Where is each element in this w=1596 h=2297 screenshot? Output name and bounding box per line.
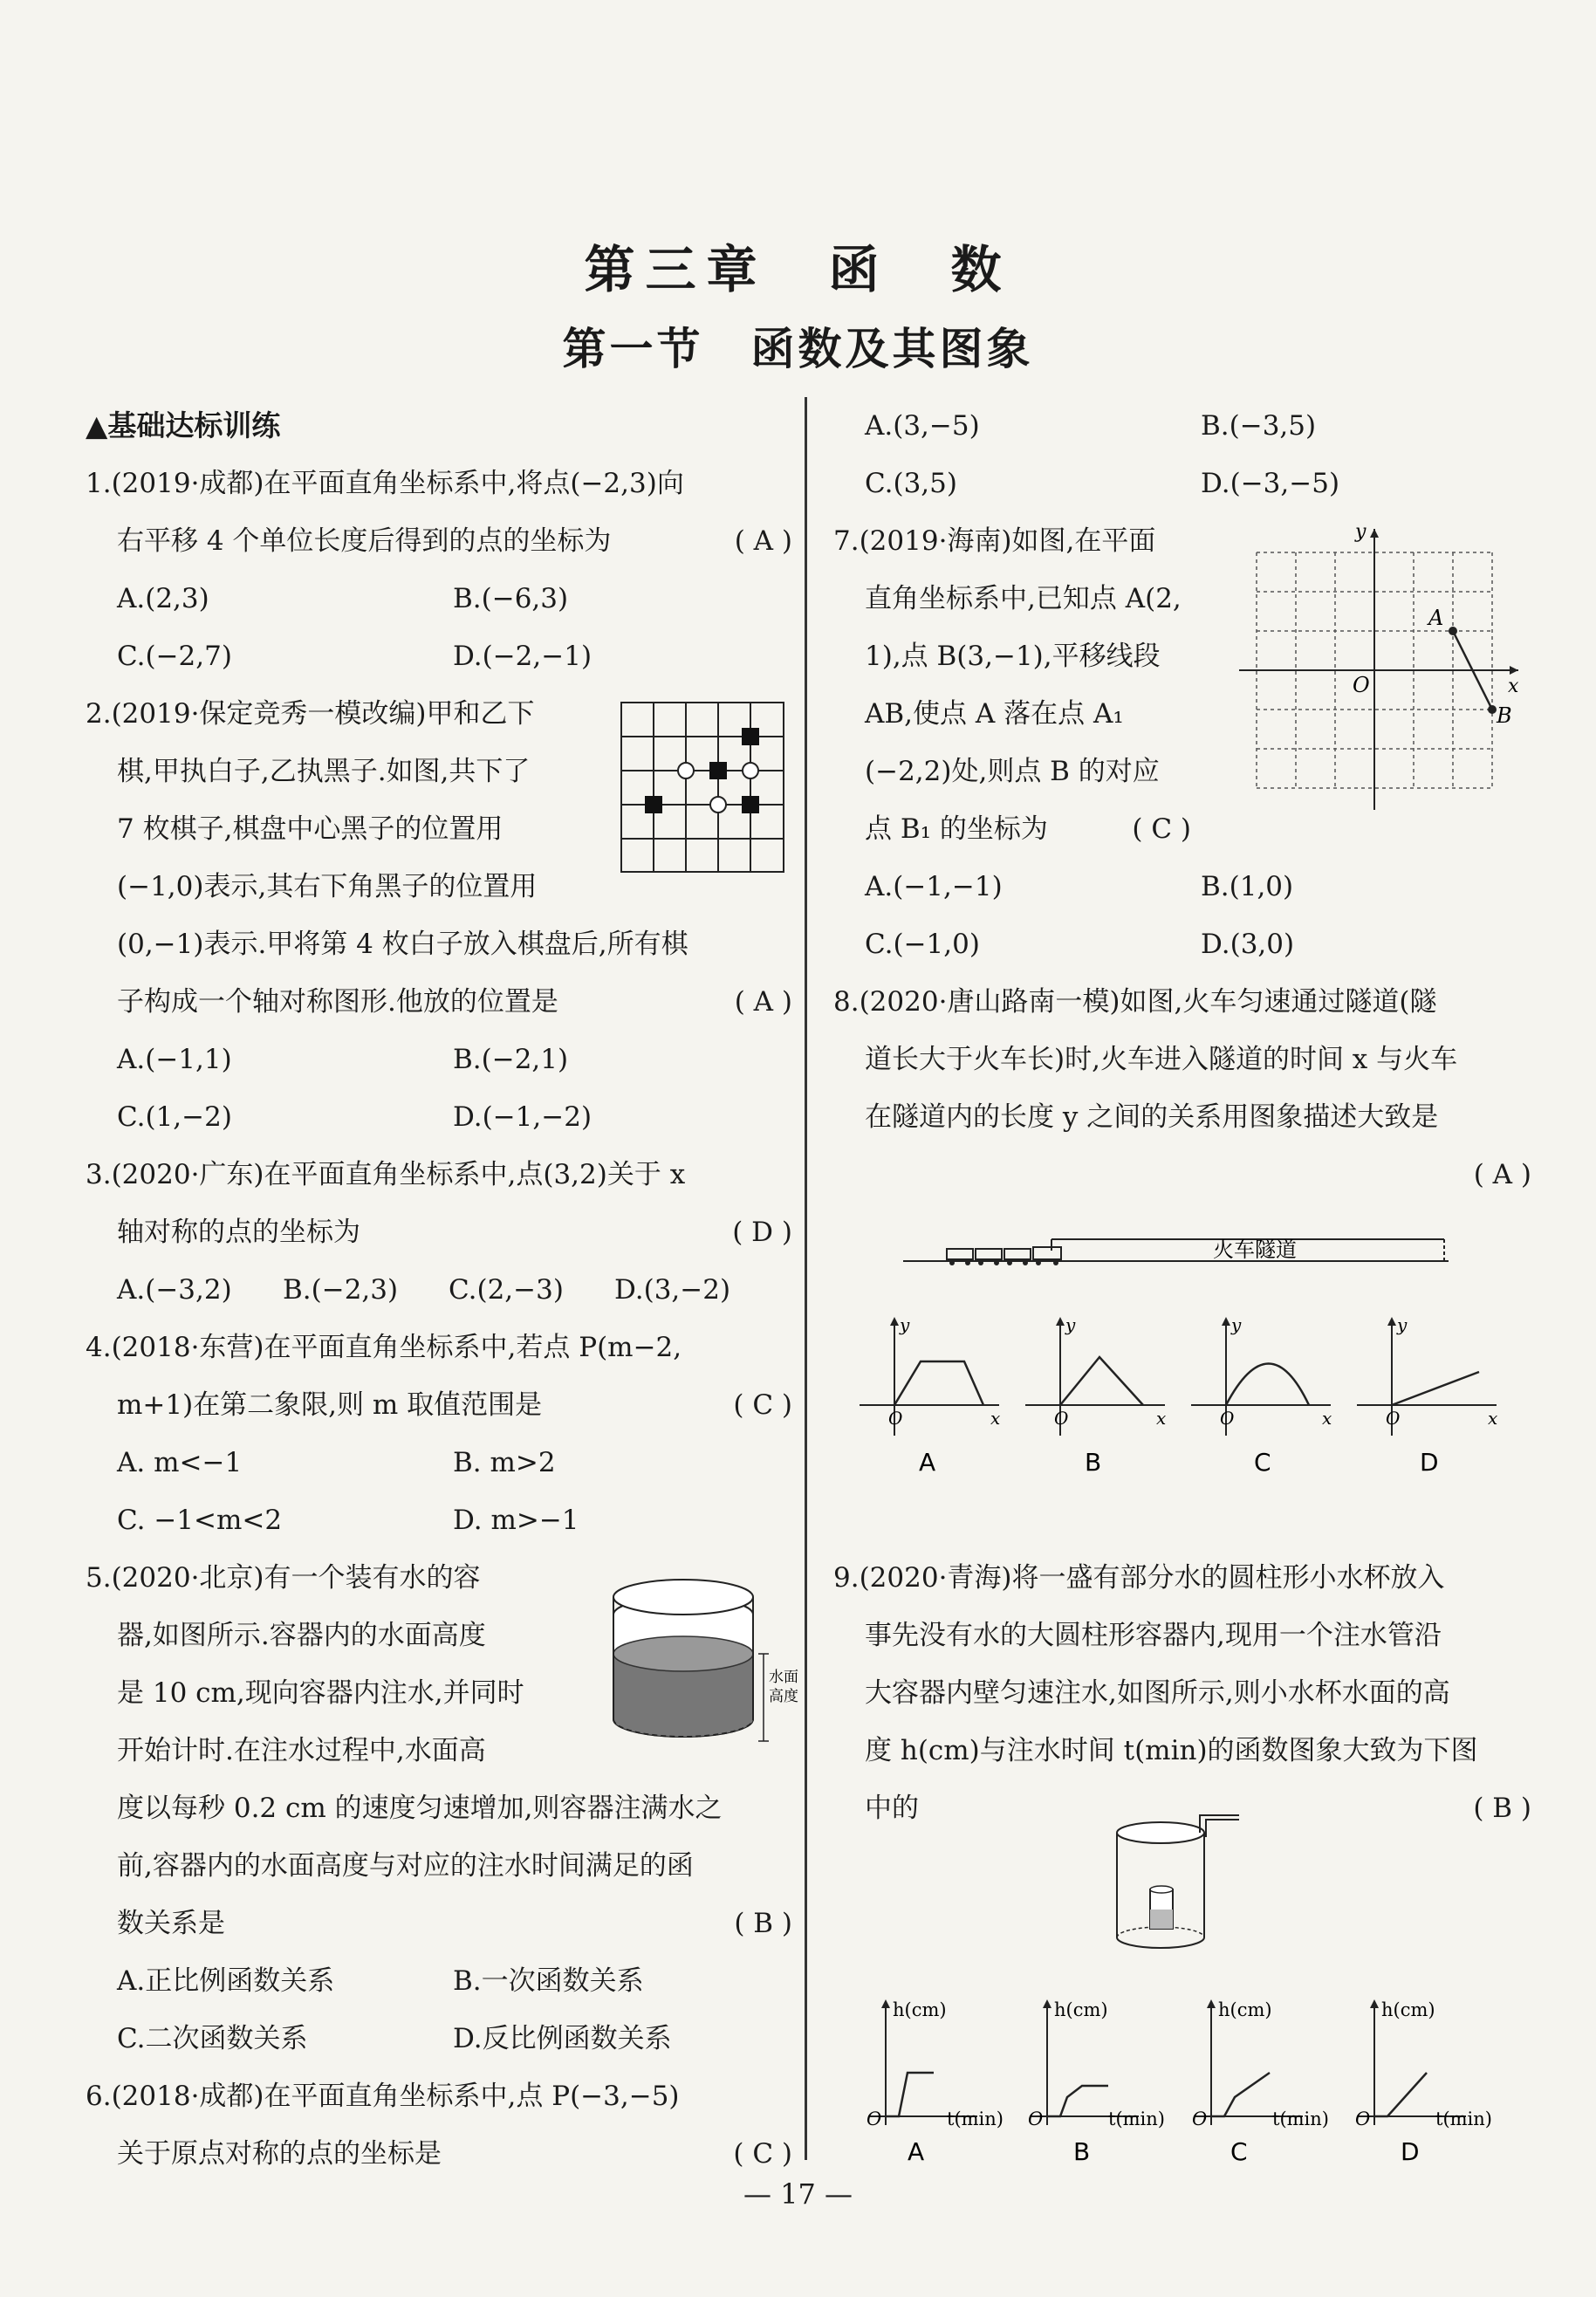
q7-line2: 直角坐标系中,已知点 A(2,	[865, 583, 1182, 614]
q9-graphs-figure	[851, 1985, 1514, 2164]
q7-options-row2	[833, 915, 1531, 973]
q7-option-c: C.(−1,0)	[865, 929, 980, 960]
q7-option-a: A.(−1,−1)	[865, 871, 1003, 902]
black-stone	[709, 762, 727, 779]
q8-line3: 在隧道内的长度 y 之间的关系用图象描述大致是	[865, 1101, 1439, 1133]
q2-line4: (−1,0)表示,其右下角黑子的位置用	[117, 871, 538, 902]
q1-option-a: A.(2,3)	[117, 583, 209, 614]
q5-option-b: B.一次函数关系	[453, 1965, 644, 1997]
graph-d-ylabel: y	[1397, 1314, 1408, 1335]
section-title: 第一节 函数及其图象	[562, 323, 1034, 374]
q8-graphs-figure	[851, 1313, 1514, 1479]
q7-text: 点 B₁ 的坐标为	[865, 813, 1048, 845]
water-container-figure	[606, 1567, 798, 1759]
q3-option-d: D.(3,−2)	[614, 1274, 731, 1306]
graph-a-curve	[894, 1361, 983, 1405]
column-divider	[805, 397, 807, 2160]
graph-b-curve	[1047, 2086, 1108, 2116]
q4-line2	[86, 1376, 792, 1434]
cup-container-figure	[1108, 1807, 1248, 1955]
graph-b-ylabel: y	[1065, 1314, 1076, 1335]
graph-c-curve	[1211, 2073, 1270, 2116]
q2-line6	[86, 973, 792, 1031]
graph-b-label: B	[1085, 1448, 1102, 1477]
q4-text: m+1)在第二象限,则 m 取值范围是	[117, 1389, 543, 1421]
q4-options-row2	[86, 1491, 792, 1549]
q4-option-c: C. −1<m<2	[117, 1505, 283, 1536]
coordinate-grid-figure	[1235, 522, 1527, 819]
q4-option-d: D. m>−1	[453, 1505, 579, 1536]
q6-options-row1	[833, 397, 1531, 455]
q9-answer: ( B )	[1473, 1793, 1531, 1824]
graph-b-xlabel: x	[1156, 1408, 1167, 1429]
q2-option-c: C.(1,−2)	[117, 1101, 232, 1133]
graph-d-xlabel: x	[1488, 1408, 1498, 1429]
q4-option-b: B. m>2	[453, 1447, 556, 1478]
q5-line2: 器,如图所示.容器内的水面高度	[117, 1620, 486, 1651]
graph-b-origin: O	[1028, 2108, 1044, 2129]
graph-c-label: C	[1254, 1448, 1271, 1477]
q6-option-a: A.(3,−5)	[865, 410, 980, 442]
q2-options-row2	[86, 1088, 792, 1146]
graph-b-label: B	[1073, 2137, 1091, 2166]
train-tunnel-figure	[903, 1226, 1453, 1296]
q7-line5: (−2,2)处,则点 B 的对应	[865, 756, 1160, 787]
graph-c-ylabel: h(cm)	[1218, 1999, 1272, 2020]
white-stone	[678, 763, 694, 778]
q5-options-row1	[86, 1952, 792, 2010]
page-number: — 17 —	[743, 2177, 853, 2211]
q5-line6: 前,容器内的水面高度与对应的注水时间满足的函	[117, 1850, 694, 1882]
q1-line2	[86, 512, 792, 570]
graph-c-origin: O	[1220, 1408, 1235, 1429]
q7-option-b: B.(1,0)	[1201, 871, 1294, 902]
graph-a-origin: O	[888, 1408, 903, 1429]
graph-a-label: A	[908, 2137, 925, 2166]
black-stone	[742, 796, 759, 813]
point-a-label: A	[1428, 606, 1444, 630]
graph-d-origin: O	[1386, 1408, 1401, 1429]
q6-text: 关于原点对称的点的坐标是	[117, 2138, 442, 2170]
q7-answer: ( C )	[1132, 813, 1191, 845]
q2-line5: (0,−1)表示.甲将第 4 枚白子放入棋盘后,所有棋	[117, 929, 688, 960]
graph-d-curve	[1374, 2073, 1427, 2116]
y-axis-label: y	[1355, 521, 1367, 543]
q9-line1: 9.(2020·青海)将一盛有部分水的圆柱形小水杯放入	[833, 1562, 1445, 1594]
graph-c-xlabel: t(min)	[1272, 2108, 1329, 2129]
q5-option-a: A.正比例函数关系	[117, 1965, 335, 1997]
q3-options	[86, 1261, 792, 1319]
q8-answer: ( A )	[1473, 1159, 1531, 1190]
graph-c-label: C	[1230, 2137, 1248, 2166]
q2-line2: 棋,甲执白子,乙执黑子.如图,共下了	[117, 756, 531, 787]
q4-line1: 4.(2018·东营)在平面直角坐标系中,若点 P(m−2,	[86, 1332, 682, 1363]
q7-line3: 1),点 B(3,−1),平移线段	[865, 641, 1161, 672]
graph-c-curve	[1226, 1364, 1309, 1406]
graph-a-ylabel: h(cm)	[893, 1999, 947, 2020]
graph-b-ylabel: h(cm)	[1054, 1999, 1108, 2020]
white-stone	[743, 763, 758, 778]
q7-line4: AB,使点 A 落在点 A₁	[865, 698, 1124, 730]
chapter-title: 第三章 函 数	[584, 240, 1012, 299]
black-stone	[742, 728, 759, 745]
q2-option-b: B.(−2,1)	[453, 1044, 569, 1075]
graph-d-xlabel: t(min)	[1435, 2108, 1492, 2129]
q1-options-row2	[86, 627, 792, 685]
graph-a-xlabel: x	[990, 1408, 1001, 1429]
q6-option-d: D.(−3,−5)	[1201, 468, 1340, 499]
white-stone	[710, 797, 726, 813]
q9-line2: 事先没有水的大圆柱形容器内,现用一个注水管沿	[865, 1620, 1442, 1651]
q3-answer: ( D )	[732, 1217, 792, 1248]
graph-d-origin: O	[1355, 2108, 1371, 2129]
q5-text: 数关系是	[117, 1908, 225, 1939]
left-column	[86, 397, 792, 2183]
q3-line1: 3.(2020·广东)在平面直角坐标系中,点(3,2)关于 x	[86, 1159, 686, 1190]
q5-line5: 度以每秒 0.2 cm 的速度匀速增加,则容器注满水之	[117, 1793, 723, 1824]
q3-text: 轴对称的点的坐标为	[117, 1217, 360, 1248]
q3-line2	[86, 1203, 792, 1261]
graph-d-label: D	[1401, 2137, 1420, 2166]
q5-answer: ( B )	[734, 1908, 792, 1939]
q1-options-row1	[86, 570, 792, 627]
q9-text: 中的	[865, 1793, 919, 1824]
q2-text: 子构成一个轴对称图形.他放的位置是	[117, 986, 558, 1018]
graph-a-origin: O	[866, 2108, 882, 2129]
graph-d-ylabel: h(cm)	[1381, 1999, 1435, 2020]
graph-b-curve	[1060, 1357, 1143, 1405]
graph-a-curve	[886, 2073, 934, 2116]
graph-a-xlabel: t(min)	[947, 2108, 1003, 2129]
q5-line7	[86, 1895, 792, 1952]
q2-line1: 2.(2019·保定竞秀一模改编)甲和乙下	[86, 698, 535, 730]
q4-answer: ( C )	[733, 1389, 792, 1421]
q6-answer: ( C )	[733, 2138, 792, 2170]
black-stone	[645, 796, 662, 813]
graph-d-label: D	[1420, 1448, 1439, 1477]
x-axis-label: x	[1508, 675, 1519, 697]
graph-b-xlabel: t(min)	[1108, 2108, 1165, 2129]
q1-line1: 1.(2019·成都)在平面直角坐标系中,将点(−2,3)向	[86, 468, 684, 499]
origin-label: O	[1353, 673, 1370, 697]
q4-options-row1	[86, 1434, 792, 1491]
q2-option-a: A.(−1,1)	[117, 1044, 232, 1075]
q3-option-b: B.(−2,3)	[283, 1274, 399, 1306]
q6-option-b: B.(−3,5)	[1201, 410, 1317, 442]
q1-option-c: C.(−2,7)	[117, 641, 232, 672]
q2-option-d: D.(−1,−2)	[453, 1101, 593, 1133]
graph-c-ylabel: y	[1231, 1314, 1242, 1335]
q6-line1: 6.(2018·成都)在平面直角坐标系中,点 P(−3,−5)	[86, 2081, 680, 2112]
tunnel-label: 火车隧道	[1213, 1238, 1297, 1262]
q5-line4: 开始计时.在注水过程中,水面高	[117, 1735, 486, 1766]
graph-c-origin: O	[1192, 2108, 1208, 2129]
subheading: ▲基础达标训练	[86, 408, 281, 442]
water-level-label: 高度	[769, 1688, 798, 1705]
q2-answer: ( A )	[734, 986, 792, 1018]
q8-line4	[833, 1146, 1531, 1203]
q6-option-c: C.(3,5)	[865, 468, 957, 499]
q3-option-a: A.(−3,2)	[117, 1274, 232, 1306]
go-board-figure	[620, 701, 787, 875]
q5-options-row2	[86, 2010, 792, 2067]
graph-a-ylabel: y	[900, 1314, 910, 1335]
q1-text: 右平移 4 个单位长度后得到的点的坐标为	[117, 525, 612, 557]
q5-line1: 5.(2020·北京)有一个装有水的容	[86, 1562, 481, 1594]
q5-option-d: D.反比例函数关系	[453, 2023, 672, 2054]
q9-line3: 大容器内壁匀速注水,如图所示,则小水杯水面的高	[865, 1677, 1450, 1709]
q1-answer: ( A )	[734, 525, 792, 557]
q2-line3: 7 枚棋子,棋盘中心黑子的位置用	[117, 813, 503, 845]
q4-option-a: A. m<−1	[117, 1447, 243, 1478]
q2-options-row1	[86, 1031, 792, 1088]
q5-line3: 是 10 cm,现向容器内注水,并同时	[117, 1677, 524, 1709]
point-b-label: B	[1497, 703, 1512, 728]
q8-line2: 道长大于火车长)时,火车进入隧道的时间 x 与火车	[865, 1044, 1458, 1075]
q6-line2	[86, 2125, 792, 2183]
q7-option-d: D.(3,0)	[1201, 929, 1295, 960]
q5-option-c: C.二次函数关系	[117, 2023, 308, 2054]
q7-options-row1	[833, 858, 1531, 915]
q6-options-row2	[833, 455, 1531, 512]
q3-option-c: C.(2,−3)	[449, 1274, 564, 1306]
graph-a-label: A	[919, 1448, 936, 1477]
q7-line1: 7.(2019·海南)如图,在平面	[833, 525, 1156, 557]
q1-option-d: D.(−2,−1)	[453, 641, 593, 672]
graph-d-curve	[1392, 1372, 1479, 1405]
q8-line1: 8.(2020·唐山路南一模)如图,火车匀速通过隧道(隧	[833, 986, 1437, 1018]
graph-c-xlabel: x	[1322, 1408, 1332, 1429]
q1-option-b: B.(−6,3)	[453, 583, 569, 614]
water-level-label: 水面	[769, 1669, 798, 1686]
graph-b-origin: O	[1054, 1408, 1069, 1429]
q9-line4: 度 h(cm)与注水时间 t(min)的函数图象大致为下图	[865, 1735, 1478, 1766]
